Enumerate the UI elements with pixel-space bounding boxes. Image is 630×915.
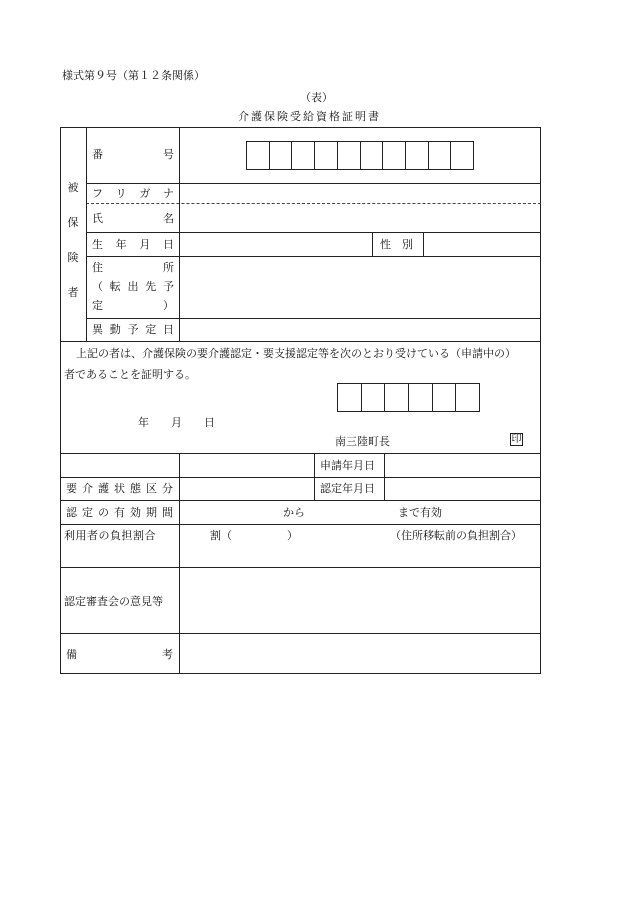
sex-field[interactable] <box>425 234 539 255</box>
committee-opinion-field[interactable] <box>181 569 539 632</box>
form-number: 様式第９号（第１２条関係） <box>62 69 205 82</box>
valid-period-label: 認 定 の 有 効 期 間 <box>66 506 173 519</box>
remarks-label: 備 考 <box>66 648 173 661</box>
care-level-label: 要 介 護 状 態 区 分 <box>66 482 173 495</box>
burden-ratio-value: 割（ ） <box>210 529 298 542</box>
insured-group-label: 被 保 険 者 <box>67 181 79 299</box>
certification-date: 年 月 日 <box>138 416 215 429</box>
certification-text-line2: 者であることを証明する。 <box>64 368 196 381</box>
furigana-divider <box>86 203 541 204</box>
committee-opinion-label: 認定審査会の意見等 <box>64 595 163 608</box>
address-label: 住 所 （ 転 出 先 予 定 ） <box>92 261 174 312</box>
valid-until-text: まで有効 <box>398 506 442 519</box>
issuer-name: 南三陸町長 <box>335 435 390 448</box>
name-field[interactable] <box>181 205 539 231</box>
birth-date-label: 生 年 月 日 <box>92 238 174 251</box>
number-label: 番 号 <box>92 148 174 161</box>
furigana-label: フ リ ガ ナ <box>92 187 174 200</box>
side-label: （表） <box>300 91 333 104</box>
address-field[interactable] <box>181 258 539 317</box>
remarks-field[interactable] <box>181 635 539 673</box>
burden-ratio-previous: （住所移転前の負担割合） <box>390 529 522 542</box>
application-date-label: 申請年月日 <box>320 459 375 472</box>
insurer-number-boxes[interactable] <box>337 383 480 412</box>
application-date-field[interactable] <box>386 455 539 476</box>
seal-mark: 印 <box>511 434 522 445</box>
sex-label: 性 別 <box>380 238 413 251</box>
certification-date-label: 認定年月日 <box>320 482 375 495</box>
certification-text-line1: 上記の者は、介護保険の要介護認定・要支援認定等を次のとおり受けている（申請中の） <box>76 347 516 360</box>
insured-number-boxes[interactable] <box>246 141 474 170</box>
care-level-field[interactable] <box>181 479 313 499</box>
birth-date-field[interactable] <box>181 234 371 255</box>
furigana-field[interactable] <box>181 185 539 202</box>
valid-from-text: から <box>283 506 305 519</box>
name-label: 氏 名 <box>92 212 174 225</box>
form-title: 介護保険受給資格証明書 <box>238 110 381 123</box>
burden-ratio-label: 利用者の負担割合 <box>64 529 156 542</box>
move-date-label: 異 動 予 定 日 <box>92 323 174 336</box>
move-date-field[interactable] <box>181 320 539 340</box>
certification-date-field[interactable] <box>386 479 539 499</box>
